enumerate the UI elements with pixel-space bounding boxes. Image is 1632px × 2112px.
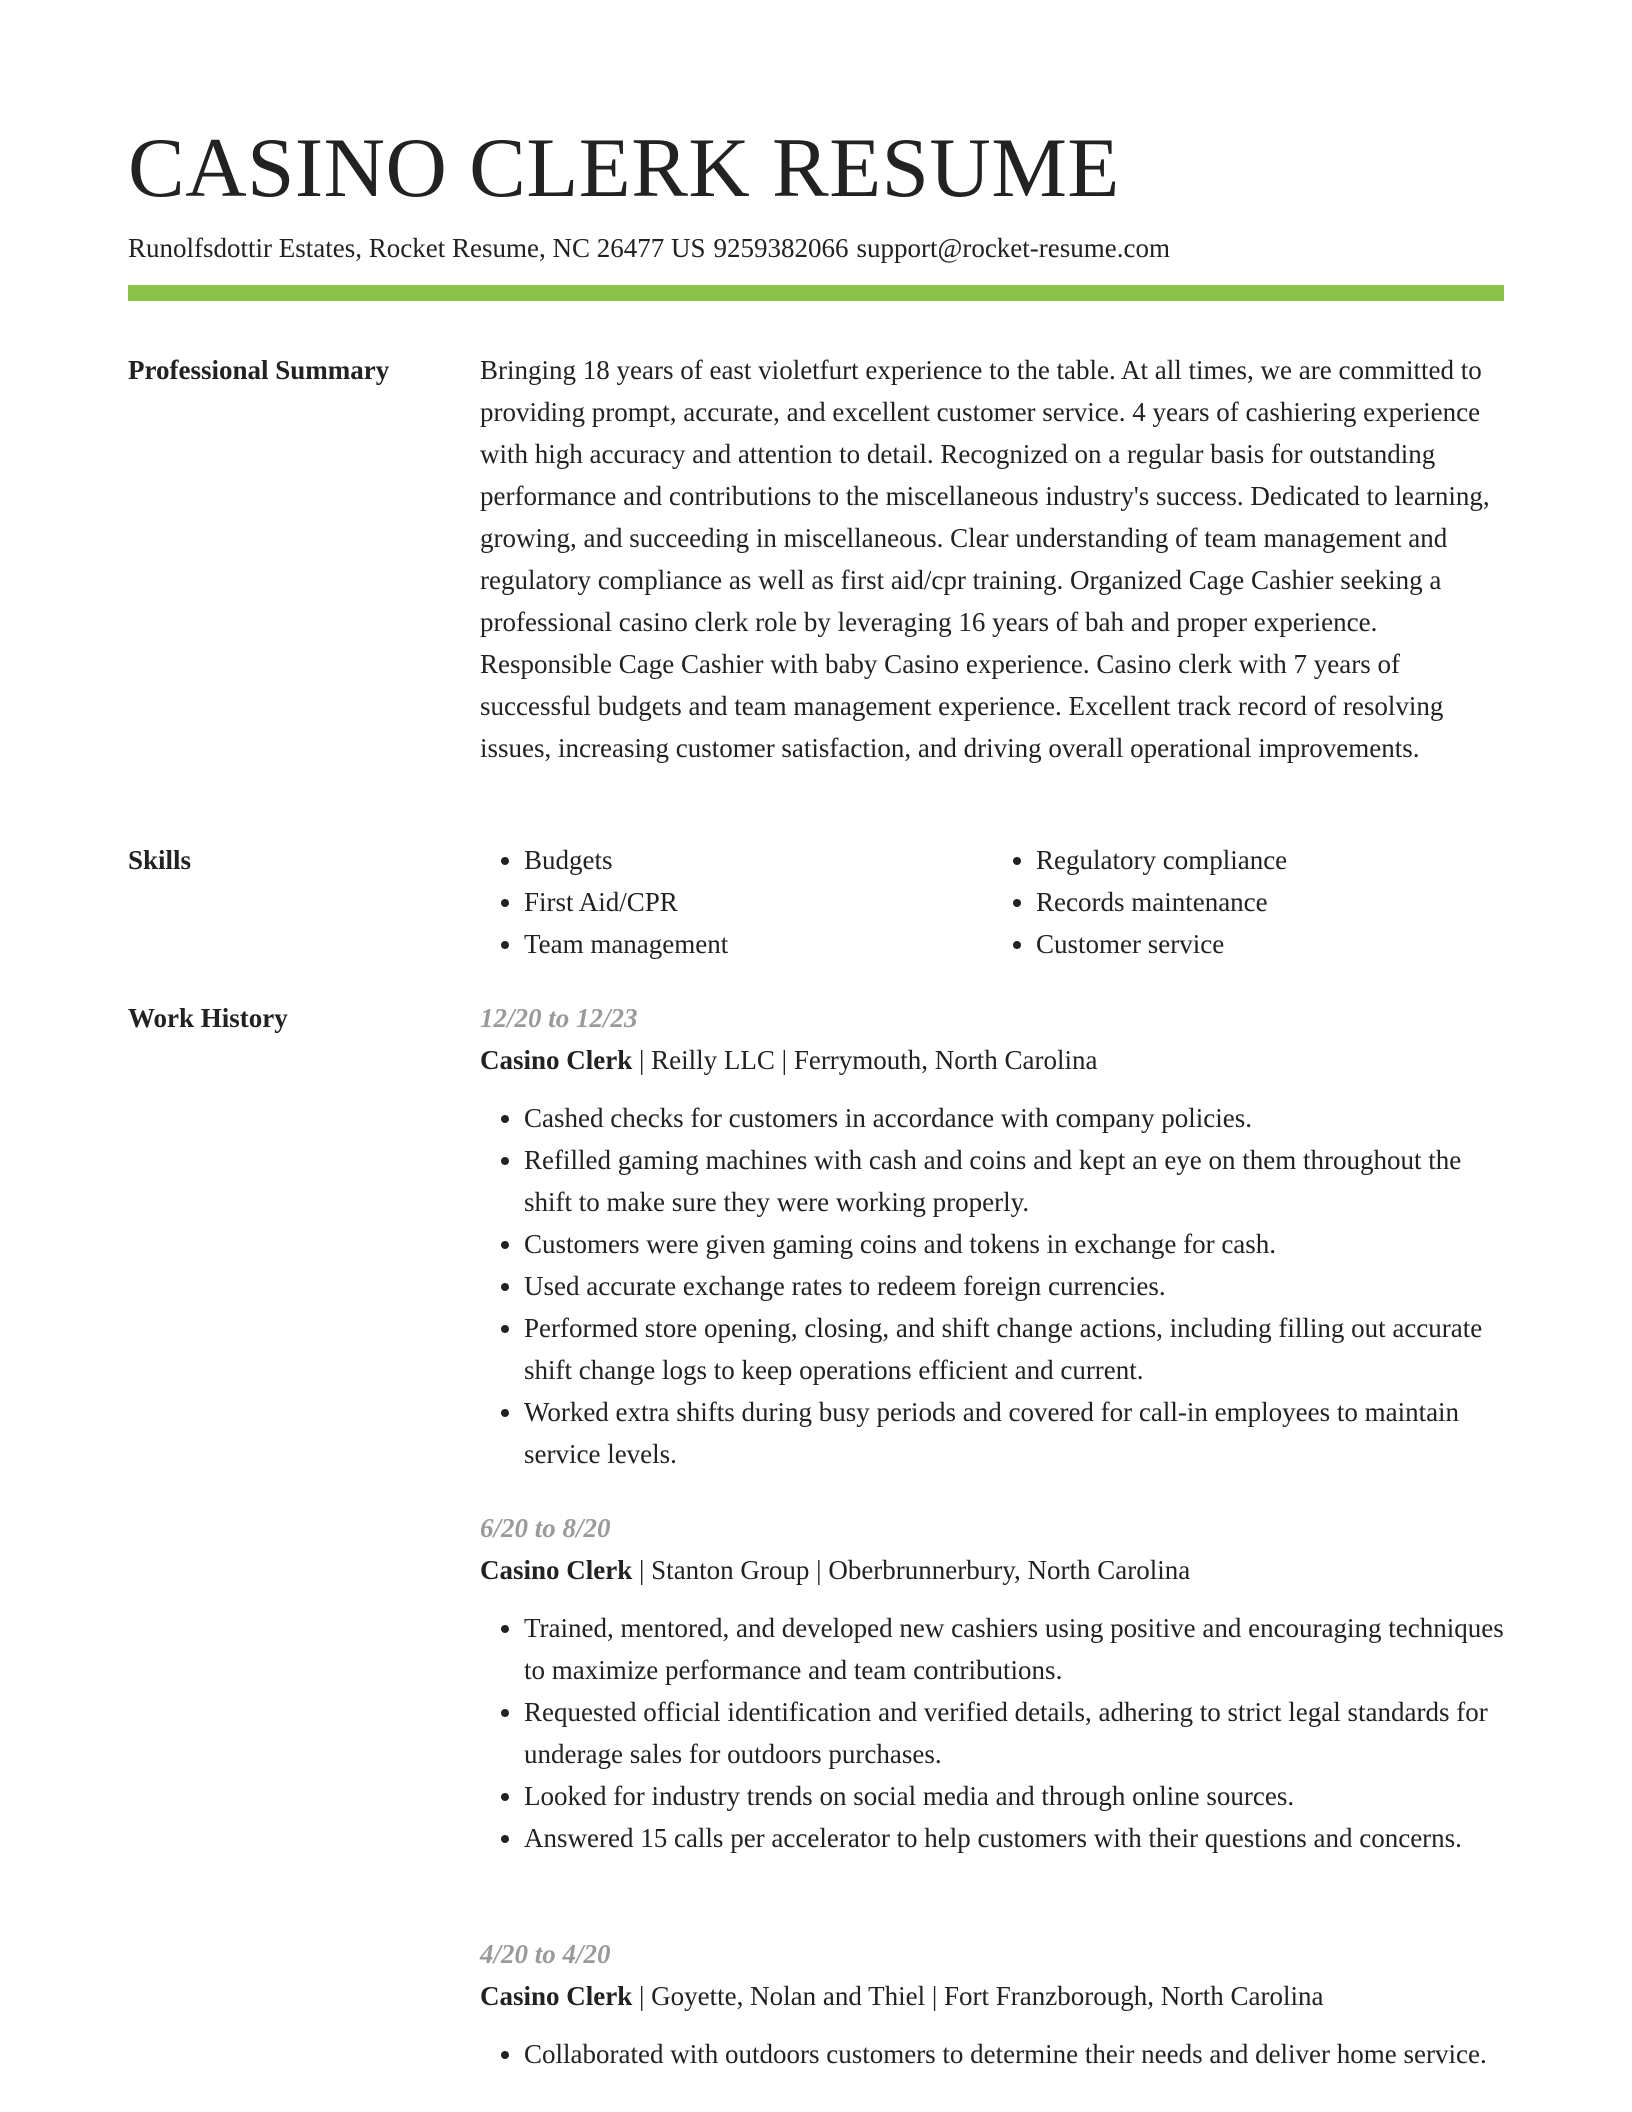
job-duty: • Worked extra shifts during busy periods and covered for call-in employees to maintain service levels.: [524, 1391, 1504, 1475]
header-divider: [128, 285, 1504, 301]
skill-item: • Team management: [524, 923, 992, 965]
skill-item: • First Aid/CPR: [524, 881, 992, 923]
job-body: [480, 997, 1504, 1475]
skill-item: • Records maintenance: [1036, 881, 1504, 923]
job-duties: [480, 2033, 1504, 2075]
job-title: Casino Clerk: [480, 1981, 633, 2011]
job-heading: [480, 1039, 1504, 1081]
contact-email: support@rocket-resume.com: [856, 233, 1170, 263]
job-company-location: | Stanton Group | Oberbrunnerbury, North Carolina: [632, 1555, 1191, 1585]
skills-list-right: [992, 839, 1504, 965]
summary-text: Bringing 18 years of east violetfurt experience to the table. At all times, we are committed to providing prompt, accurate, and excellent customer service. 4 years of cashiering experience with high accuracy and attention to detail. Recognized on a regular basis for outstanding performance and contributions to the miscellaneous industry's success. Dedicated to learning, growing, and succeeding in miscellaneous. Clear understanding of team management and regulatory compliance as well as first aid/cpr training. Organized Cage Cashier seeking a professional casino clerk role by leveraging 16 years of bah and proper experience. Responsible Cage Cashier with baby Casino experience. Casino clerk with 7 years of successful budgets and team management experience. Excellent track record of resolving issues, increasing customer satisfaction, and driving overall operational improvements.: [480, 355, 1490, 763]
job-duties: [480, 1607, 1504, 1859]
skills-label: Skills: [128, 845, 192, 875]
skills-list-left: [480, 839, 992, 965]
job-heading: [480, 1975, 1504, 2017]
job-duty: • Used accurate exchange rates to redeem foreign currencies.: [524, 1265, 1504, 1307]
job-duty: • Refilled gaming machines with cash and coins and kept an eye on them throughout the shift to make sure they were working properly.: [524, 1139, 1504, 1223]
job-company-location: | Goyette, Nolan and Thiel | Fort Franzborough, North Carolina: [632, 1981, 1324, 2011]
job-title: Casino Clerk: [480, 1555, 633, 1585]
job-title: Casino Clerk: [480, 1045, 633, 1075]
job-duty: • Looked for industry trends on social media and through online sources.: [524, 1775, 1504, 1817]
job-date: 4/20 to 4/20: [480, 1939, 611, 1969]
job-date: 6/20 to 8/20: [480, 1513, 611, 1543]
job-duty: • Answered 15 calls per accelerator to help customers with their questions and concerns.: [524, 1817, 1504, 1859]
job-duty: • Requested official identification and verified details, adhering to strict legal standards for underage sales for outdoors purchases.: [524, 1691, 1504, 1775]
job-duty: • Customers were given gaming coins and tokens in exchange for cash.: [524, 1223, 1504, 1265]
contact-address: Runolfsdottir Estates, Rocket Resume, NC 26477 US: [128, 233, 706, 263]
resume-title: CASINO CLERK RESUME: [128, 121, 1120, 215]
job-duty: • Collaborated with outdoors customers to determine their needs and deliver home service.: [524, 2033, 1504, 2075]
skills-columns: [480, 839, 1504, 965]
skill-item: • Customer service: [1036, 923, 1504, 965]
job-duty: • Cashed checks for customers in accordance with company policies.: [524, 1097, 1504, 1139]
job-duties: [480, 1097, 1504, 1475]
job-duty: • Trained, mentored, and developed new cashiers using positive and encouraging techniques to maximize performance and team contributions.: [524, 1607, 1504, 1691]
skill-item: • Regulatory compliance: [1036, 839, 1504, 881]
job-duty: • Performed store opening, closing, and shift change actions, including filling out accurate shift change logs to keep operations efficient and current.: [524, 1307, 1504, 1391]
summary-label: Professional Summary: [128, 355, 390, 385]
skill-item: • Budgets: [524, 839, 992, 881]
job-company-location: | Reilly LLC | Ferrymouth, North Carolina: [632, 1045, 1098, 1075]
job-date: 12/20 to 12/23: [480, 1003, 638, 1033]
contact-phone: 9259382066: [713, 233, 849, 263]
job-body: [480, 1507, 1504, 1859]
summary-body: [480, 349, 1504, 769]
skills-body: [480, 839, 1504, 965]
work-label: Work History: [128, 1003, 288, 1033]
job-heading: [480, 1549, 1504, 1591]
contact-line: [128, 230, 1178, 266]
job-body: [480, 1933, 1504, 2075]
